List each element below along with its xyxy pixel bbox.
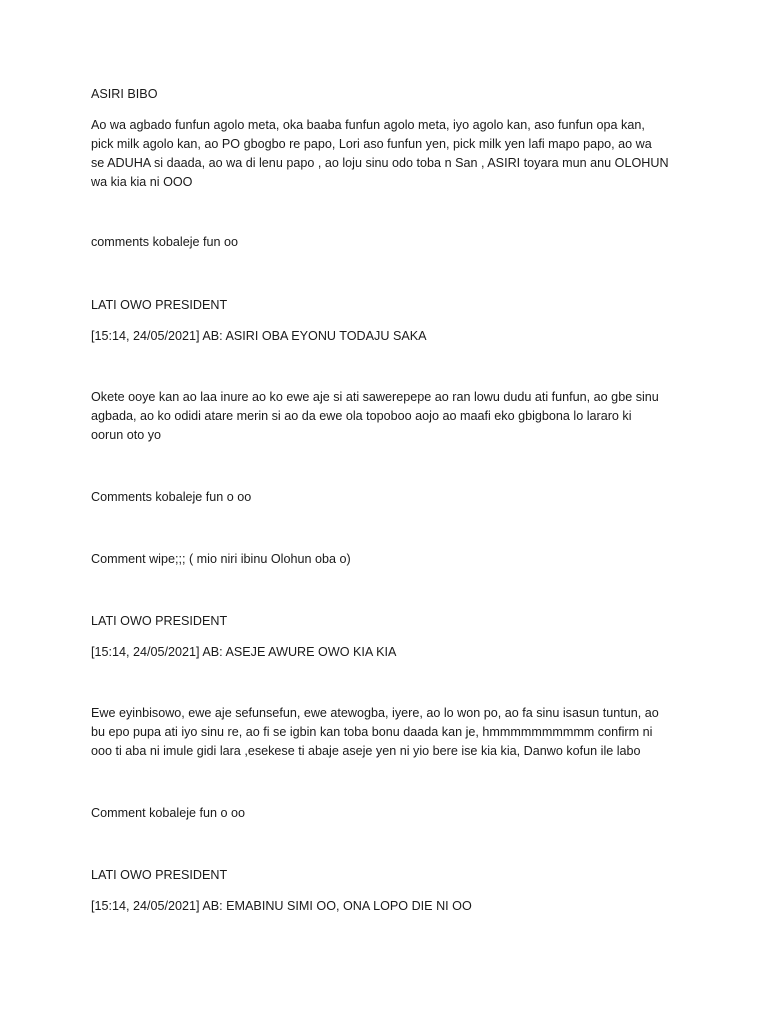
paragraph-1 [91,116,691,192]
comment-line-2: Comments kobaleje fun o oo [91,490,252,504]
paragraph-3-line: ooo ti aba ni imule gidi lara ,esekese ti abaje aseje yen ni yio bere ise kia kia, Danwo kofun ile labo [91,744,641,758]
message-header-2: [15:14, 24/05/2021] AB: ASEJE AWURE OWO KIA KIA [91,645,397,659]
paragraph-1-line: wa kia kia ni OOO [91,175,193,189]
paragraph-1-line: pick milk agolo kan, ao PO gbogbo re papo, Lori aso funfun yen, pick milk yen lafi mapo papo, ao wa [91,137,652,151]
paragraph-2-line: Okete ooye kan ao laa inure ao ko ewe aje si ati sawerepepe ao ran lowu dudu ati funfun, ao gbe sinu [91,390,659,404]
paragraph-3-line: Ewe eyinbisowo, ewe aje sefunsefun, ewe atewogba, iyere, ao lo won po, ao fa sinu isasun tuntun, ao [91,706,659,720]
comment-line-4: Comment kobaleje fun o oo [91,806,246,820]
paragraph-1-line: se ADUHA si daada, ao wa di lenu papo , ao loju sinu odo toba n San , ASIRI toyara mun anu OLOHUN [91,156,669,170]
paragraph-2 [91,388,691,445]
from-line-1: LATI OWO PRESIDENT [91,298,228,312]
message-header-3: [15:14, 24/05/2021] AB: EMABINU SIMI OO, ONA LOPO DIE NI OO [91,899,472,913]
from-line-3: LATI OWO PRESIDENT [91,868,228,882]
paragraph-3 [91,704,691,761]
from-line-2: LATI OWO PRESIDENT [91,614,228,628]
paragraph-2-line: oorun oto yo [91,428,162,442]
message-header-1: [15:14, 24/05/2021] AB: ASIRI OBA EYONU TODAJU SAKA [91,329,427,343]
paragraph-1-line: Ao wa agbado funfun agolo meta, oka baaba funfun agolo meta, iyo agolo kan, aso funfun opa kan, [91,118,645,132]
comment-line-1: comments kobaleje fun oo [91,235,239,249]
comment-line-3: Comment wipe;;; ( mio niri ibinu Olohun oba o) [91,552,351,566]
paragraph-2-line: agbada, ao ko odidi atare merin si ao da ewe ola topoboo aojo ao maafi eko gbigbona lo lararo ki [91,409,632,423]
paragraph-3-line: bu epo pupa ati iyo sinu re, ao fi se igbin kan toba bonu daada kan je, hmmmmmmmmmm confirm ni [91,725,653,739]
document-title: ASIRI BIBO [91,87,158,101]
